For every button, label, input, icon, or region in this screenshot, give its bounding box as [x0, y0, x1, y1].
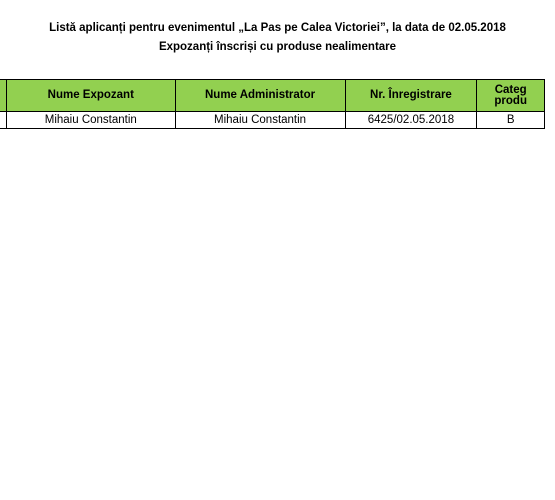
document-subtitle: Expozanți înscriși cu produse nealimentare	[158, 41, 397, 53]
table-cell-inregistrare: 6425/02.05.2018	[345, 112, 477, 129]
column-header-expozant: Nume Expozant	[6, 80, 175, 112]
column-header-categorie-label: Categ produ	[494, 83, 527, 107]
column-header-administrator: Nume Administrator	[175, 80, 345, 112]
column-header-categorie	[477, 80, 545, 112]
table-header-row	[0, 80, 545, 112]
table-cell-categorie: B	[477, 112, 545, 129]
applicants-table	[0, 79, 545, 129]
column-header-inregistrare: Nr. Înregistrare	[345, 80, 477, 112]
table-cell-expozant: Mihaiu Constantin	[6, 112, 175, 129]
table-row	[0, 112, 545, 129]
document-title: Listă aplicanți pentru evenimentul „La Pas pe Calea Victoriei”, la data de 02.05.2018	[49, 22, 506, 34]
table-cell-administrator: Mihaiu Constantin	[175, 112, 345, 129]
